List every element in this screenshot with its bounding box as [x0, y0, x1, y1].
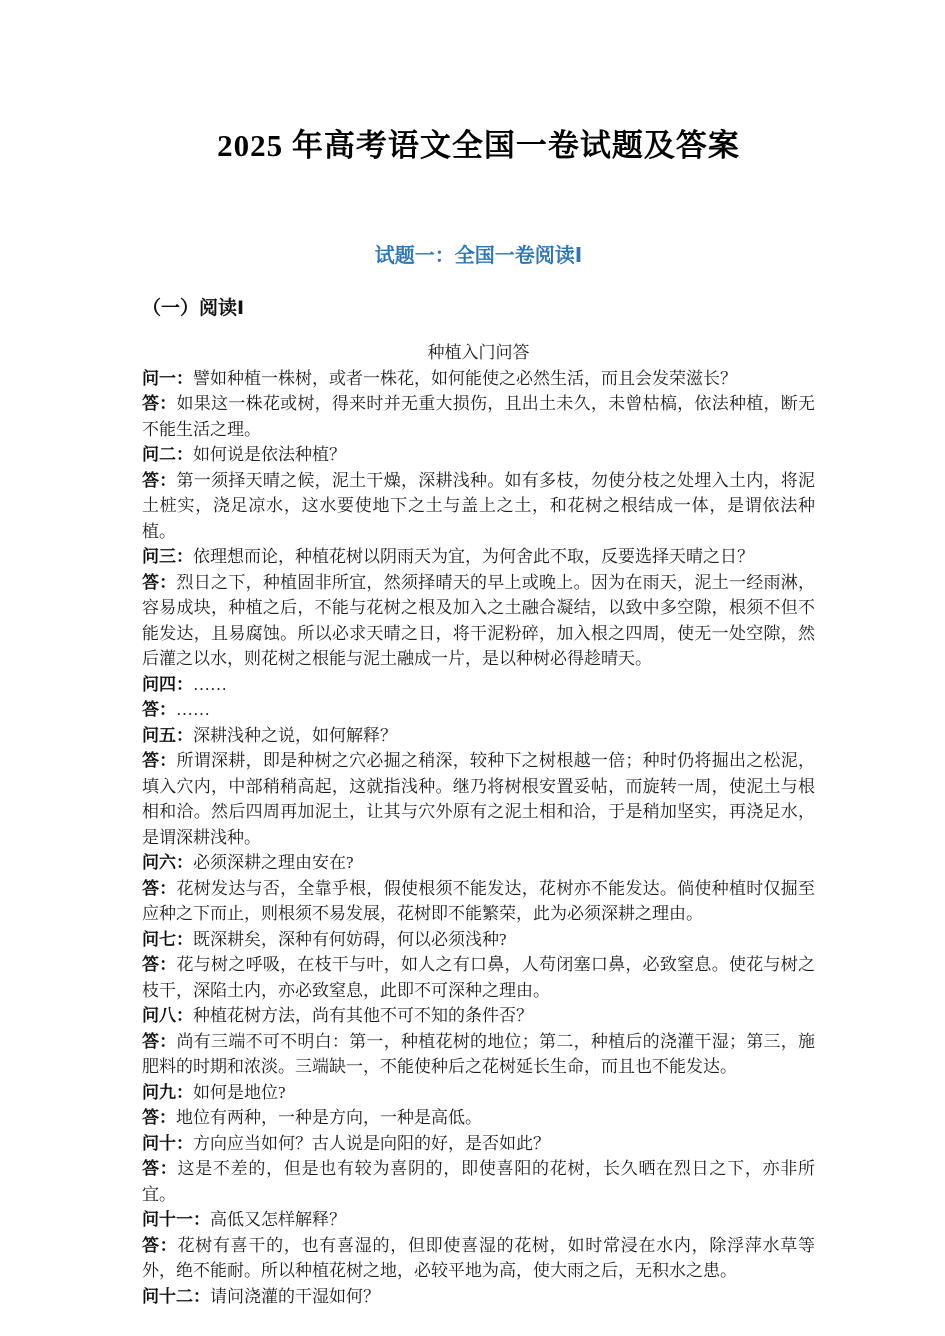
qa-paragraph [142, 1233, 815, 1284]
qa-label: 答： [142, 700, 176, 719]
qa-text: …… [193, 674, 227, 694]
qa-label: 答： [142, 1108, 176, 1127]
qa-paragraph [142, 723, 815, 749]
qa-text: 譬如种植一株树，或者一株花，如何能使之必然生活，而且会发荣滋长？ [193, 368, 737, 388]
qa-paragraph [142, 672, 815, 698]
passage [142, 340, 815, 1309]
qa-label: 问一： [142, 368, 193, 388]
qa-paragraph [142, 391, 815, 442]
qa-paragraph [142, 468, 815, 545]
qa-text: …… [176, 700, 210, 719]
qa-label: 答： [142, 1159, 178, 1178]
qa-paragraph [142, 442, 815, 468]
qa-paragraph [142, 1105, 815, 1131]
section-heading: 试题一：全国一卷阅读Ⅰ [374, 245, 583, 267]
qa-paragraph [142, 1003, 815, 1029]
qa-paragraph [142, 1080, 815, 1106]
qa-text: 深耕浅种之说，如何解释？ [193, 725, 397, 745]
qa-text: 如何说是依法种植？ [193, 445, 346, 464]
qa-label: 答： [142, 470, 177, 490]
subsection-heading: （一）阅读Ⅰ [142, 298, 245, 319]
qa-label: 问九： [142, 1082, 193, 1102]
qa-text: 这是不差的，但是也有较为喜阴的，即使喜阳的花树，长久晒在烈日之下，亦非所宜。 [142, 1159, 816, 1204]
qa-label: 答： [142, 394, 177, 413]
document-title: 2025 年高考语文全国一卷试题及答案 [217, 128, 740, 163]
qa-paragraph [142, 1156, 815, 1207]
qa-paragraph [142, 366, 815, 392]
qa-paragraph [142, 927, 815, 953]
qa-text: 所谓深耕，即是种树之穴必掘之稍深，较种下之树根越一倍；种时仍将掘出之松泥，填入穴内，中部稍稍高起，这就指浅种。继乃将树根安置妥帖，而旋转一周，使泥土与根相和洽。然后四周再加泥土，让其与穴外原有之泥土相和洽，于是稍加坚实，再浇足水，是谓深耕浅种。 [142, 751, 816, 847]
qa-label: 问四： [142, 674, 193, 694]
qa-text: 如果这一株花或树，得来时并无重大损伤，且出土未久，未曾枯槁，依法种植，断无不能生活之理。 [142, 394, 816, 439]
qa-label: 问三： [142, 547, 193, 566]
passage-title: 种植入门问答 [427, 343, 530, 362]
qa-text: 必须深耕之理由安在? [193, 853, 354, 872]
qa-label: 问十一： [142, 1210, 210, 1229]
qa-label: 问七： [142, 929, 193, 949]
qa-text: 花树发达与否，全靠乎根，假使根须不能发达，花树亦不能发达。倘使种植时仅掘至应种之下而止，则根须不易发展，花树即不能繁荣，此为必须深耕之理由。 [142, 878, 816, 923]
qa-paragraph [142, 697, 815, 723]
qa-label: 答： [142, 955, 177, 974]
qa-paragraph [142, 1029, 815, 1080]
qa-label: 答： [142, 751, 177, 770]
qa-text: 方向应当如何？古人说是向阳的好，是否如此？ [193, 1133, 550, 1153]
qa-paragraph [142, 952, 815, 1003]
qa-paragraph [142, 1131, 815, 1157]
qa-label: 答： [142, 878, 177, 898]
qa-label: 问八： [142, 1006, 193, 1025]
qa-paragraph [142, 876, 815, 927]
qa-text: 花树有喜干的，也有喜湿的，但即使喜湿的花树，如时常浸在水内，除浮萍水草等外，绝不能耐。所以种植花树之地，必较平地为高，使大雨之后，无积水之患。 [142, 1235, 816, 1280]
qa-label: 问五： [142, 725, 193, 745]
qa-text: 花与树之呼吸，在枝干与叶，如人之有口鼻，人苟闭塞口鼻，必致窒息。使花与树之枝干，深陷土内，亦必致窒息，此即不可深种之理由。 [142, 955, 816, 1000]
qa-label: 问六： [142, 853, 193, 872]
qa-text: 烈日之下，种植固非所宜，然须择晴天的早上或晚上。因为在雨天，泥土一经雨淋，容易成块，种植之后，不能与花树之根及加入之土融合凝结，以致中多空隙，根须不但不能发达，且易腐蚀。所以必求天晴之日，将干泥粉碎，加入根之四周，使无一处空隙，然后灌之以水，则花树之根能与泥土融成一片，是以种树必得趁晴天。 [142, 572, 816, 668]
qa-label: 答： [142, 1235, 178, 1255]
qa-label: 问二： [142, 445, 193, 464]
qa-paragraph [142, 1207, 815, 1233]
qa-text: 高低又怎样解释？ [210, 1210, 346, 1229]
qa-text: 地位有两种，一种是方向，一种是高低。 [176, 1108, 482, 1127]
qa-text: 请问浇灌的干湿如何？ [210, 1286, 380, 1306]
qa-paragraph [142, 748, 815, 850]
qa-text: 如何是地位? [193, 1082, 286, 1102]
qa-paragraph [142, 850, 815, 876]
qa-paragraph [142, 544, 815, 570]
qa-paragraph [142, 1284, 815, 1310]
qa-text: 尚有三端不可不明白：第一，种植花树的地位；第二，种植后的浇灌干湿；第三，施肥料的时期和浓淡。三端缺一，不能使种后之花树延长生命，而且也不能发达。 [142, 1031, 816, 1076]
qa-label: 问十二： [142, 1286, 210, 1306]
qa-text: 种植花树方法，尚有其他不可不知的条件否？ [193, 1006, 533, 1025]
qa-text: 第一须择天晴之候，泥土干燥，深耕浅种。如有多枝，勿使分枝之处埋入土内，将泥土桩实，浇足凉水，这水要使地下之土与盖上之土，和花树之根结成一体，是谓依法种植。 [142, 470, 816, 541]
qa-text: 既深耕矣，深种有何妨碍，何以必须浅种? [193, 929, 507, 949]
qa-label: 答： [142, 572, 177, 592]
qa-label: 问十： [142, 1133, 193, 1153]
qa-text: 依理想而论，种植花树以阴雨天为宜，为何舍此不取，反要选择天晴之日？ [193, 547, 754, 566]
qa-label: 答： [142, 1031, 177, 1051]
qa-list [142, 366, 815, 1310]
qa-paragraph [142, 570, 815, 672]
